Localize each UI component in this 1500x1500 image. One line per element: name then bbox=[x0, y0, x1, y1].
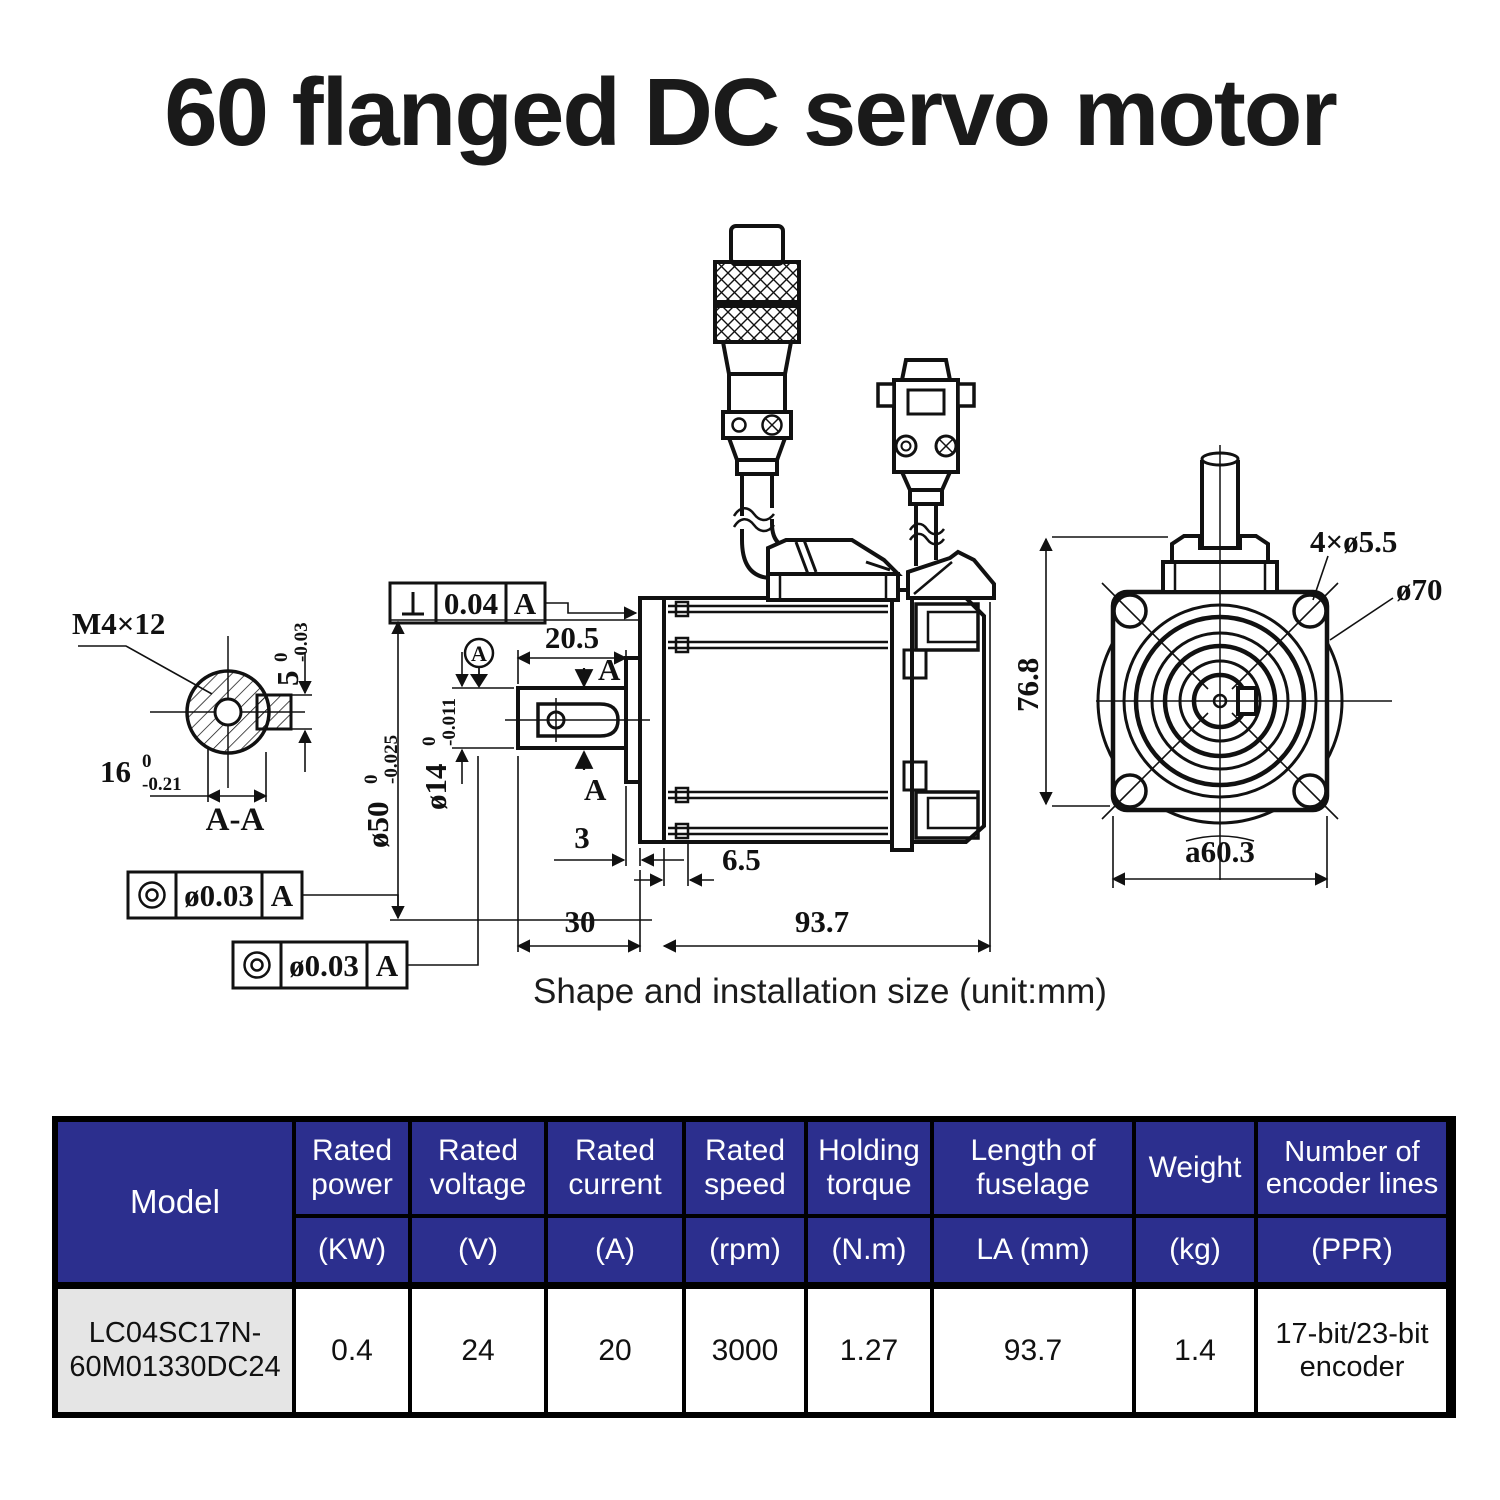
table-value-rated-speed: 3000 bbox=[684, 1284, 806, 1414]
top-connector-housing bbox=[768, 540, 994, 600]
svg-text:76.8: 76.8 bbox=[1010, 657, 1045, 712]
table-value-model: LC04SC17N-60M01330DC24 bbox=[56, 1284, 294, 1414]
svg-text:-0.011: -0.011 bbox=[439, 697, 460, 746]
conc2-datum: A bbox=[375, 948, 399, 983]
table-value-length-of-fuselage: 93.7 bbox=[932, 1284, 1134, 1414]
perp-value: 0.04 bbox=[443, 586, 499, 621]
table-unit-rated-power: (KW) bbox=[294, 1216, 410, 1284]
table-value-encoder-lines: 17-bit/23-bit encoder bbox=[1256, 1284, 1448, 1414]
table-unit-rated-speed: (rpm) bbox=[684, 1216, 806, 1284]
label-4xd5-5: 4×ø5.5 bbox=[1310, 524, 1398, 559]
table-header-rated-voltage: Rated voltage bbox=[410, 1120, 546, 1216]
perp-datum: A bbox=[513, 586, 537, 621]
drawing-caption: Shape and installation size (unit:mm) bbox=[533, 972, 1107, 1011]
table-header-model: Model bbox=[56, 1120, 294, 1284]
rear-peak-cover bbox=[908, 552, 994, 598]
table-header-length-of-fuselage: Length of fuselage bbox=[932, 1120, 1134, 1216]
d70-leader bbox=[1330, 598, 1393, 640]
table-unit-length-of-fuselage: LA (mm) bbox=[932, 1216, 1134, 1284]
svg-text:0: 0 bbox=[419, 736, 440, 746]
table-header-rated-speed: Rated speed bbox=[684, 1120, 806, 1216]
table-unit-holding-torque: (N.m) bbox=[806, 1216, 932, 1284]
conc2-value: ø0.03 bbox=[289, 948, 359, 983]
svg-text:-0.21: -0.21 bbox=[142, 774, 182, 795]
rear-ring bbox=[892, 590, 912, 850]
rear-housing bbox=[912, 598, 984, 842]
spec-table bbox=[52, 1116, 1456, 1418]
svg-text:-0.025: -0.025 bbox=[381, 734, 402, 784]
table-header-weight: Weight bbox=[1134, 1120, 1256, 1216]
dim-d50 bbox=[360, 735, 402, 848]
plug-cap bbox=[731, 226, 783, 264]
svg-text:5: 5 bbox=[270, 670, 305, 686]
m4-leader bbox=[78, 646, 212, 694]
datum-a-label: A bbox=[471, 641, 487, 666]
dim-30: 30 bbox=[564, 904, 596, 939]
dim-a60-3: a60.3 bbox=[1185, 834, 1255, 869]
front-view bbox=[1096, 445, 1392, 880]
label-m4x12: M4×12 bbox=[72, 606, 166, 641]
table-value-weight: 1.4 bbox=[1134, 1284, 1256, 1414]
dim-93-7: 93.7 bbox=[794, 904, 850, 939]
table-unit-rated-voltage: (V) bbox=[410, 1216, 546, 1284]
svg-text:ø50: ø50 bbox=[360, 801, 395, 848]
svg-text:0: 0 bbox=[361, 774, 382, 784]
table-unit-weight: (kg) bbox=[1134, 1216, 1256, 1284]
table-header-rated-power: Rated power bbox=[294, 1120, 410, 1216]
section-a-top: A bbox=[598, 652, 621, 687]
svg-text:0: 0 bbox=[271, 652, 292, 662]
dim-16 bbox=[100, 751, 182, 795]
table-value-rated-voltage: 24 bbox=[410, 1284, 546, 1414]
dim-76-8 bbox=[1010, 658, 1045, 712]
conc1-datum: A bbox=[270, 878, 294, 913]
plug-knurl-band bbox=[715, 306, 799, 342]
label-aa: A-A bbox=[205, 802, 265, 838]
label-d70: ø70 bbox=[1396, 572, 1443, 607]
key-section bbox=[257, 695, 291, 729]
table-header-encoder-lines: Number of encoder lines bbox=[1256, 1120, 1448, 1216]
m4-hole bbox=[215, 699, 241, 725]
aviation-plug-cable bbox=[715, 226, 800, 578]
svg-text:0: 0 bbox=[142, 751, 152, 772]
table-header-rated-current: Rated current bbox=[546, 1120, 684, 1216]
table-value-rated-power: 0.4 bbox=[294, 1284, 410, 1414]
dsub-body bbox=[894, 380, 958, 472]
svg-text:ø14: ø14 bbox=[418, 763, 453, 810]
motor-body bbox=[664, 598, 892, 842]
page-title: 60 flanged DC servo motor bbox=[164, 59, 1336, 166]
svg-text:16: 16 bbox=[100, 754, 131, 789]
dsub-connector-cable bbox=[878, 360, 974, 566]
svg-text:-0.03: -0.03 bbox=[291, 622, 312, 662]
table-value-rated-current: 20 bbox=[546, 1284, 684, 1414]
concentricity-frame-1 bbox=[128, 872, 398, 918]
dim-d14 bbox=[418, 698, 460, 810]
plug-knurl-band bbox=[715, 262, 799, 302]
table-header-holding-torque: Holding torque bbox=[806, 1120, 932, 1216]
dim-6-5: 6.5 bbox=[722, 842, 761, 877]
table-value-holding-torque: 1.27 bbox=[806, 1284, 932, 1414]
conc1-value: ø0.03 bbox=[184, 878, 254, 913]
dim-20-5: 20.5 bbox=[544, 620, 600, 655]
dim-3: 3 bbox=[574, 820, 590, 855]
table-unit-encoder-lines: (PPR) bbox=[1256, 1216, 1448, 1284]
section-a-bottom: A bbox=[584, 772, 607, 807]
table-unit-rated-current: (A) bbox=[546, 1216, 684, 1284]
